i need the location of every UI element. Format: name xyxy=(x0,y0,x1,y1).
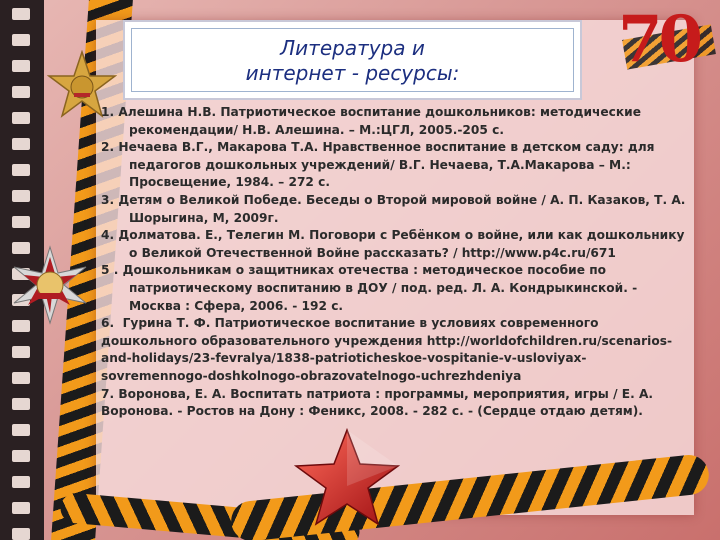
film-hole xyxy=(12,372,30,384)
reference-item xyxy=(101,315,693,385)
reference-text: Нечаева В.Г., Макарова Т.А. Нравственное воспитание в детском саду: для педагогов дошкольных учреждений/ В.Г. Нечаева, Т.А.Макарова – М.: Просвещение, 1984. – 272 с. xyxy=(118,140,655,190)
film-hole xyxy=(12,86,30,98)
reference-number: 5 . xyxy=(101,263,119,278)
reference-text: Долматова. Е., Телегин М. Поговори с Ребёнком о войне, или как дошкольнику о Великой Отечественной Войне рассказать? / http://www.p4c.ru/671 xyxy=(118,228,685,260)
film-hole xyxy=(12,34,30,46)
film-hole xyxy=(12,190,30,202)
title-line-2: интернет - ресурсы: xyxy=(245,61,460,85)
film-hole xyxy=(12,502,30,514)
film-hole xyxy=(12,138,30,150)
reference-number: 6. xyxy=(101,316,115,331)
reference-text: Алешина Н.В. Патриотическое воспитание дошкольников: методические рекомендации/ Н.В. Алешина. – М.:ЦГЛ, 2005.-205 с. xyxy=(118,105,641,137)
film-hole xyxy=(12,60,30,72)
reference-text: Гурина Т. Ф. Патриотическое воспитание в условиях современного дошкольного образовательного учреждения http://worldofchildren.ru/scenarios-and-holidays/23-fevralya/1838-patrioticheskoe-vospitanie-v-usloviyax-sovremennogo-doshkolnogo-obrazovatelnogo-uchrezhdeniya xyxy=(101,316,673,383)
film-hole xyxy=(12,164,30,176)
reference-item xyxy=(101,104,693,139)
title-line-1: Литература и xyxy=(280,36,425,60)
film-hole xyxy=(12,476,30,488)
reference-text: Дошкольникам о защитниках отечества : методическое пособие по патриотическому воспитанию в ДОУ / под. ред. Л. А. Кондрыкинской. - Москва : Сфера, 2006. - 192 с. xyxy=(122,263,638,313)
slide-title xyxy=(125,36,580,86)
film-hole xyxy=(12,528,30,540)
film-hole xyxy=(12,112,30,124)
reference-item xyxy=(101,192,693,227)
film-hole xyxy=(12,424,30,436)
reference-text: Воронова, Е. А. Воспитать патриота : программы, мероприятия, игры / Е. А. Воронова. - Ростов на Дону : Феникс, 2008. - 282 с. - (Сердце отдаю детям). xyxy=(101,386,654,419)
reference-number: 4. xyxy=(101,228,115,243)
reference-item xyxy=(101,227,693,262)
title-box xyxy=(123,20,582,100)
order-of-patriotic-war-icon xyxy=(10,245,90,325)
reference-item xyxy=(101,262,693,315)
reference-number: 7. xyxy=(101,386,115,401)
film-hole xyxy=(12,450,30,462)
reference-number: 3. xyxy=(101,192,115,207)
emblem-number: 70 xyxy=(618,2,700,77)
reference-list xyxy=(101,104,693,421)
red-star-icon xyxy=(292,428,402,528)
film-hole xyxy=(12,8,30,20)
reference-item xyxy=(101,139,693,192)
reference-item xyxy=(101,386,693,421)
film-hole xyxy=(12,216,30,228)
reference-text: Детям о Великой Победе. Беседы о Второй мировой войне / А. П. Казаков, Т. А. Шорыгина, М, 2009г. xyxy=(118,192,686,225)
seventy-emblem xyxy=(618,2,718,82)
film-hole xyxy=(12,346,30,358)
film-hole xyxy=(12,398,30,410)
reference-number: 2. xyxy=(101,140,115,155)
reference-number: 1. xyxy=(101,105,115,119)
